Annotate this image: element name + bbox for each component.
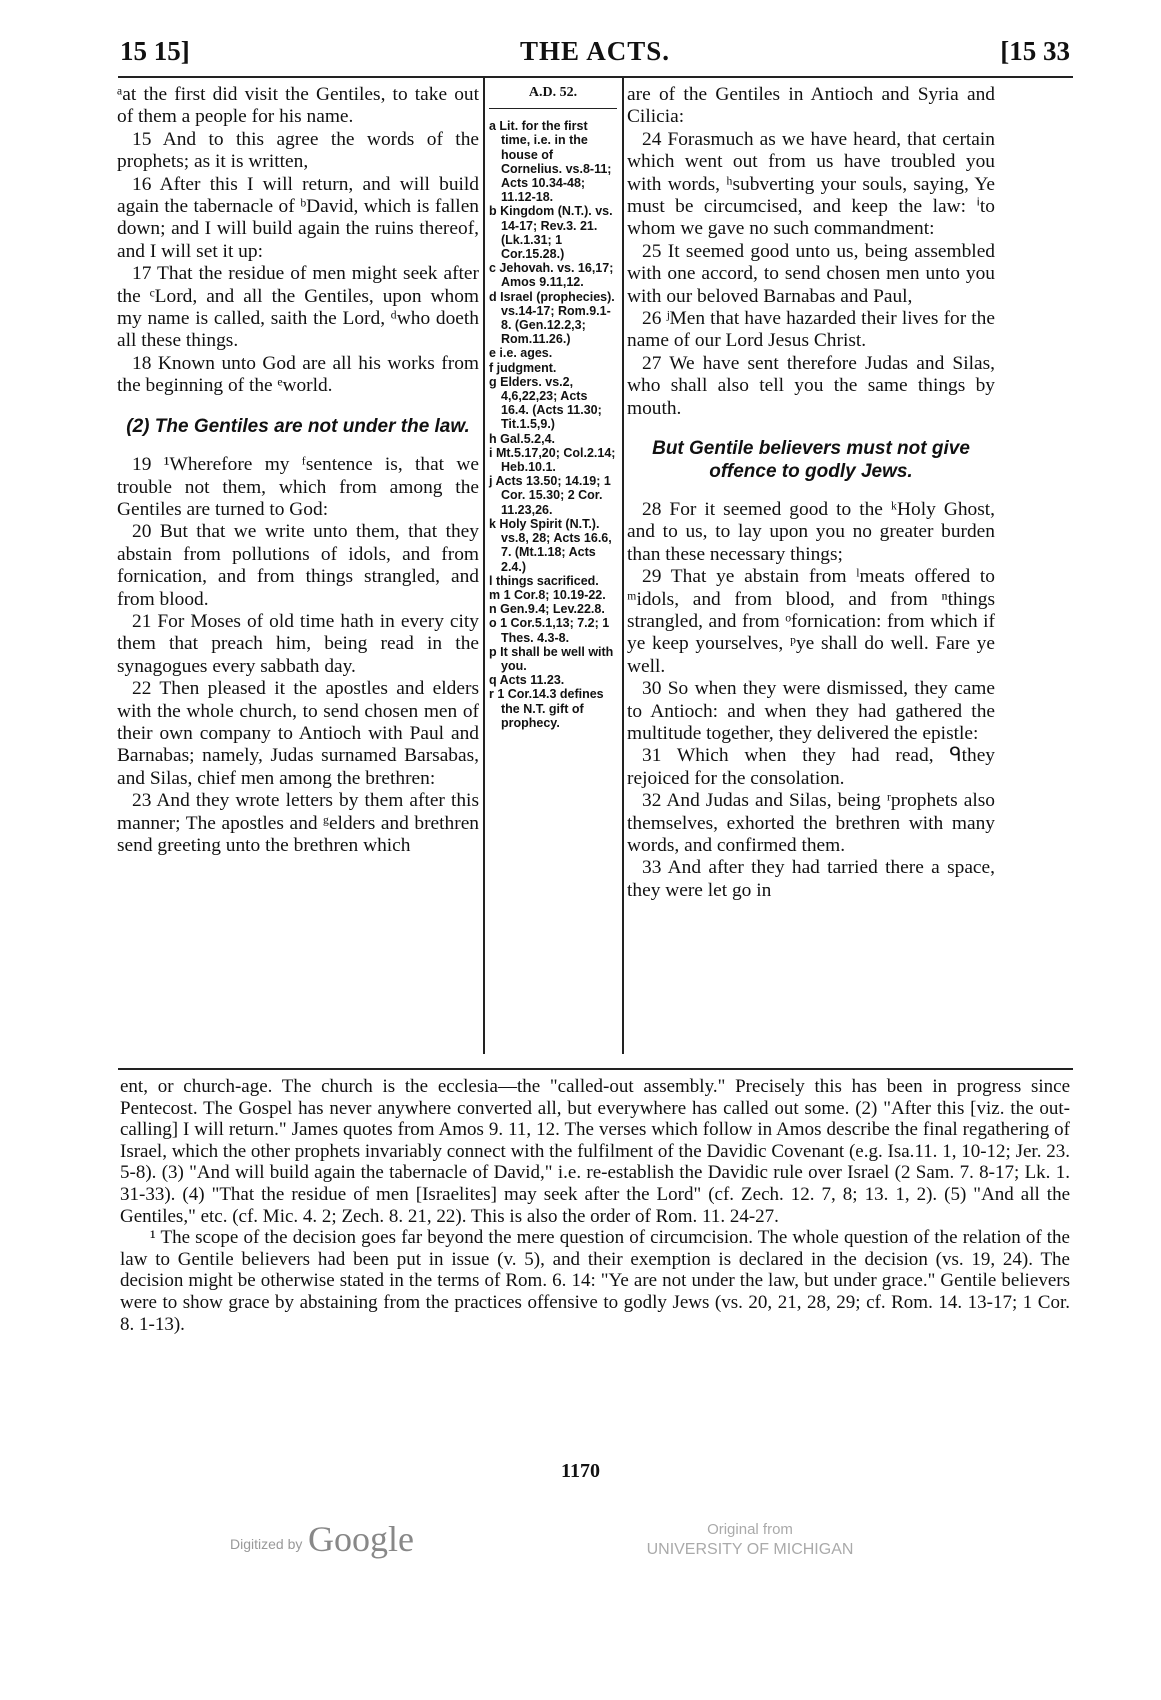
- text-column-right: [627, 84, 995, 902]
- verse-32: 32 And Judas and Silas, being ʳprophets also themselves, exhorted the brethren with many words, and confirmed them.: [627, 790, 995, 856]
- reference-note: l things sacrificed.: [489, 573, 599, 588]
- reference-note: m 1 Cor.8; 10.19-22.: [489, 587, 606, 602]
- verse-20: 20 But that we write unto them, that they abstain from pollutions of idols, and from fornication, and from things strangled, and from blood.: [117, 521, 479, 610]
- reference-note: g Elders. vs.2, 4,6,22,23; Acts 16.4. (Acts 11.30; Tit.1.5,9.): [489, 374, 602, 432]
- year-label: A.D. 52.: [489, 80, 617, 109]
- page-header: [120, 30, 1070, 70]
- original-from-label: Original from: [707, 1521, 793, 1538]
- verse-28: 28 For it seemed good to the ᵏHoly Ghost, and to us, to lay upon you no greater burden than these necessary things;: [627, 498, 995, 565]
- reference-note: a Lit. for the first time, i.e. in the house of Cornelius. vs.8-11; Acts 10.34-48; 11.12-18.: [489, 119, 612, 205]
- verse-15: 15 And to this agree the words of the prophets; as it is written,: [117, 128, 479, 173]
- verse-23: 23 And they wrote letters by them after this manner; The apostles and ᵍelders and brethren send greeting unto the brethren which: [117, 790, 479, 856]
- footnote-continued: ent, or church-age. The church is the ecclesia—the "called-out assembly." Precisely this has been in progress since Pentecost. The Gospel has never anywhere converted all, but everywhere has called out some. (2) "After this [viz. the out-calling] I will return." James quotes from Amos 9. 11, 12. The verses which follow in Amos describe the final regathering of Israel, which the other prophets invariably connect with the fulfilment of the Davidic Covenant (e.g. Isa.11. 1, 10-12; Jer. 23. 5-8). (3) "And will build again the tabernacle of David," i.e. re-establish the Davidic rule over Israel (2 Sam. 7. 8-17; Lk. 1. 31-33). (4) "That the residue of men [Israelites] may seek after the Lord" (cf. Zech. 12. 7, 8; 13. 1, 2). (5) "And all the Gentiles," etc. (cf. Mic. 4. 2; Zech. 8. 21, 22). This is also the order of Rom. 11. 24-27.: [120, 1076, 1070, 1227]
- reference-note: n Gen.9.4; Lev.22.8.: [489, 602, 605, 617]
- verse-21: 21 For Moses of old time hath in every city them that preach him, being read in the synagogues every sabbath day.: [117, 610, 479, 677]
- reference-note: e i.e. ages.: [489, 346, 553, 361]
- section-heading-left: (2) The Gentiles are not under the law.: [126, 415, 470, 437]
- header-chapter-verse-start: 15 15]: [120, 36, 190, 66]
- header-rule: [118, 76, 1073, 78]
- verse-31: 31 Which when they had read, ᑫthey rejoiced for the consolation.: [627, 745, 995, 789]
- marginal-references: [489, 80, 617, 730]
- verse-18: 18 Known unto God are all his works from the beginning of the ᵉworld.: [117, 352, 479, 397]
- verse-27: 27 We have sent therefore Judas and Silas, who shall also tell you the same things by mouth.: [627, 352, 995, 419]
- verse-14-cont: ᵃat the first did visit the Gentiles, to take out of them a people for his name.: [117, 84, 479, 128]
- verse-25: 25 It seemed good unto us, being assembled with one accord, to send chosen men unto you with our beloved Barnabas and Paul,: [627, 240, 995, 307]
- reference-note: r 1 Cor.14.3 defines the N.T. gift of prophecy.: [489, 687, 604, 730]
- column-divider-right: [622, 78, 624, 1054]
- verse-24: 24 Forasmuch as we have heard, that certain which went out from us have troubled you with words, ʰsubverting your souls, saying, Ye must be circumcised, and keep the law: ⁱto whom we gave no such commandment:: [627, 128, 995, 240]
- footnote-1: ¹ The scope of the decision goes far beyond the mere question of circumcision. The whole question of the relation of the law to Gentile believers had been put in issue (v. 5), and their exemption is declared in the decision (vs. 19, 24). The decision might be otherwise stated in the terms of Rom. 6. 14: "Ye are not under the law, but under grace." Gentile believers were to show grace by abstaining from the practices offensive to godly Jews (vs. 20, 21, 28, 29; cf. Rom. 14. 13-17; 1 Cor. 8. 1-13).: [120, 1227, 1070, 1335]
- verse-29: 29 That ye abstain from ˡmeats offered to ᵐidols, and from blood, and from ⁿthings strangled, and from ᵒfornication: from which if ye keep yourselves, ᵖye shall do well. Fare ye well.: [627, 566, 995, 677]
- reference-note: i Mt.5.17,20; Col.2.14; Heb.10.1.: [489, 445, 616, 475]
- google-logo: Google: [308, 1519, 414, 1559]
- reference-note: p It shall be well with you.: [489, 644, 614, 673]
- header-chapter-verse-end: [15 33: [1000, 36, 1070, 66]
- footnotes: [120, 1076, 1070, 1335]
- reference-note: q Acts 11.23.: [489, 673, 565, 688]
- reference-note: d Israel (prophecies). vs.14-17; Rom.9.1-8. (Gen.12.2,3; Rom.11.26.): [489, 289, 615, 347]
- source-attribution: [640, 1520, 860, 1560]
- verse-22: 22 Then pleased it the apostles and elders with the whole church, to send chosen men of their own company to Antioch with Paul and Barnabas; namely, Judas surnamed Barsabas, and Silas, chief men among the brethren:: [117, 678, 479, 789]
- reference-note: j Acts 13.50; 14.19; 1 Cor. 15.30; 2 Cor. 11.23,26.: [489, 474, 611, 517]
- verse-16: 16 After this I will return, and will build again the tabernacle of ᵇDavid, which is fallen down; and I will build again the ruins thereof, and I will set it up:: [117, 173, 479, 262]
- reference-note: h Gal.5.2,4.: [489, 431, 556, 446]
- digitized-by-label: Digitized by: [230, 1536, 303, 1552]
- verse-19: 19 ¹Wherefore my ᶠsentence is, that we trouble not them, which from among the Gentiles are turned to God:: [117, 454, 479, 520]
- verse-17: 17 That the residue of men might seek after the ᶜLord, and all the Gentiles, upon whom my name is called, saith the Lord, ᵈwho doeth all these things.: [117, 263, 479, 352]
- verse-33: 33 And after they had tarried there a space, they were let go in: [627, 857, 995, 901]
- footnote-rule: [118, 1068, 1073, 1070]
- text-column-left: [117, 84, 479, 857]
- reference-note: b Kingdom (N.T.). vs. 14-17; Rev.3. 21. (Lk.1.31; 1 Cor.15.28.): [489, 204, 613, 262]
- reference-note: c Jehovah. vs. 16,17; Amos 9.11,12.: [489, 261, 614, 290]
- column-divider-left: [483, 78, 485, 1054]
- verse-23-cont: are of the Gentiles in Antioch and Syria and Cilicia:: [627, 84, 995, 128]
- section-heading-right: But Gentile believers must not give offence to godly Jews.: [652, 438, 970, 482]
- reference-note: f judgment.: [489, 360, 557, 375]
- reference-note: o 1 Cor.5.1,13; 7.2; 1 Thes. 4.3-8.: [489, 616, 610, 645]
- reference-note: k Holy Spirit (N.T.). vs.8, 28; Acts 16.6, 7. (Mt.1.18; Acts 2.4.): [489, 516, 612, 574]
- page-number: 1170: [561, 1460, 600, 1482]
- source-library: UNIVERSITY OF MICHIGAN: [646, 1541, 854, 1558]
- verse-30: 30 So when they were dismissed, they came to Antioch: and when they had gathered the multitude together, they delivered the epistle:: [627, 678, 995, 744]
- header-book-title: THE ACTS.: [519, 36, 671, 66]
- verse-26: 26 ʲMen that have hazarded their lives for the name of our Lord Jesus Christ.: [627, 308, 995, 352]
